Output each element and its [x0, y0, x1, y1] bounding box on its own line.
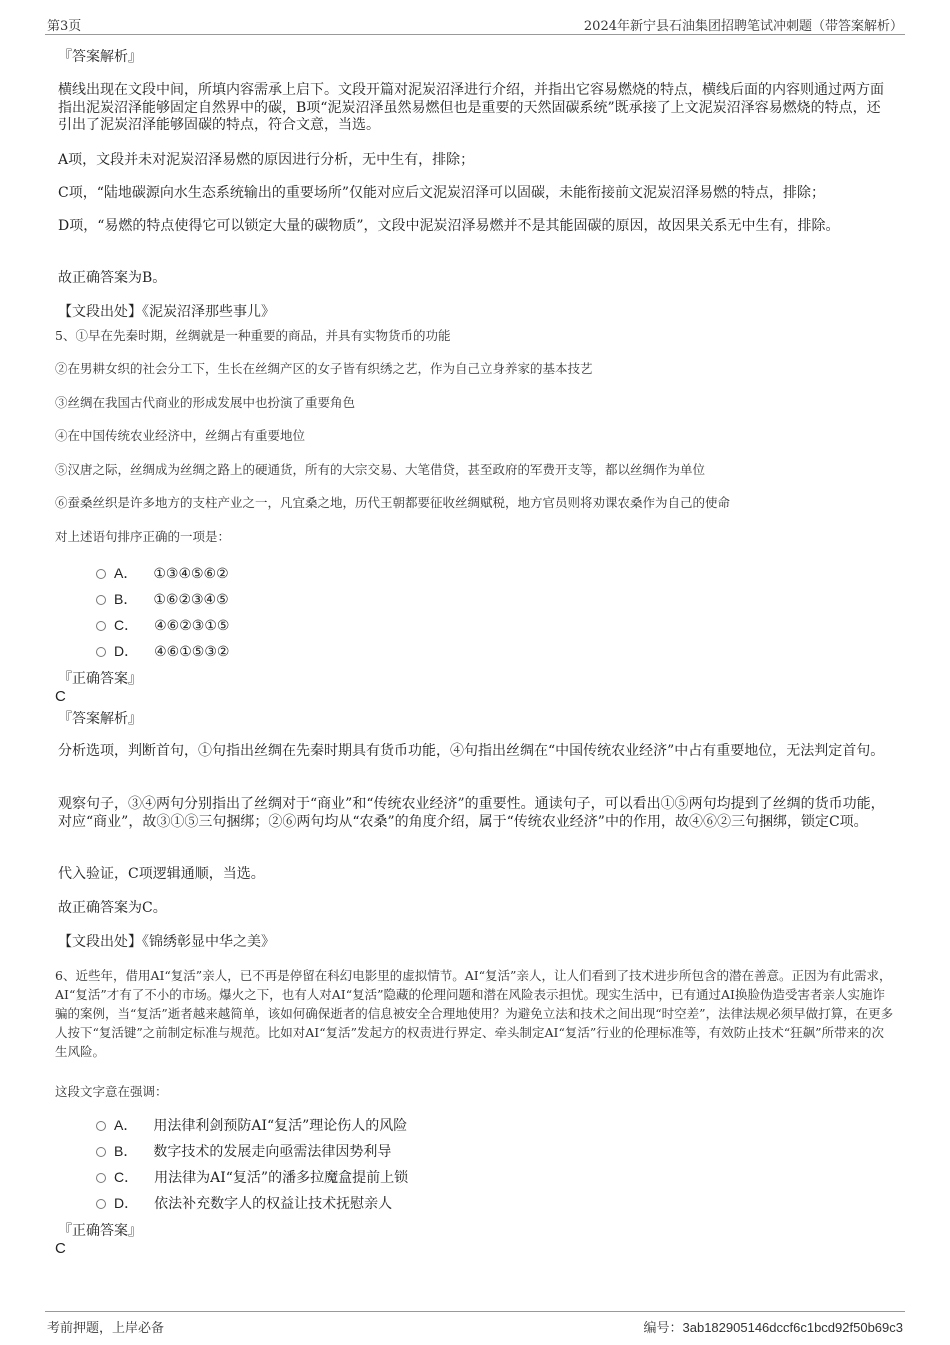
q5-analysis-p1: 分析选项，判断首句，①句指出丝绸在先秦时期具有货币功能，④句指出丝绸在“中国传统农业经济”中占有重要地位，无法判定首句。	[58, 743, 885, 759]
document-title: 2024年新宁县石油集团招聘笔试冲刺题（带答案解析）	[583, 19, 903, 34]
q5-source: 【文段出处】《锦绣彰显中华之美》	[58, 934, 275, 950]
radio-icon[interactable]	[96, 1173, 106, 1183]
q5-option-c[interactable]	[96, 614, 229, 637]
option-text: 依法补充数字人的权益让技术抚慰亲人	[154, 1196, 393, 1212]
q5-answer-line: 故正确答案为C。	[58, 900, 167, 916]
option-letter: A．	[114, 565, 138, 581]
q5-analysis-p2: 观察句子，③④两句分别指出了丝绸对于“商业”和“传统农业经济”的重要性。通读句子，可以看出①⑤两句均提到了丝绸的货币功能，对应“商业”，故③①⑤三句捆绑；②⑥两句均从“农桑”的角度介绍，属于“传统农业经济”中的作用，故④⑥②三句捆绑，锁定C项。	[58, 796, 885, 830]
radio-icon[interactable]	[96, 1199, 106, 1209]
radio-icon[interactable]	[96, 595, 106, 605]
q5-question: 对上述语句排序正确的一项是：	[55, 529, 231, 544]
footer-slogan: 考前押题，上岸必备	[47, 1321, 165, 1336]
document-code	[644, 1317, 904, 1336]
q6-question: 这段文字意在强调：	[55, 1084, 168, 1099]
page-number: 第3页	[47, 19, 82, 34]
radio-icon[interactable]	[96, 569, 106, 579]
q5-option-a[interactable]	[96, 562, 229, 585]
q4-analysis-p4: D项，“易燃的特点使得它可以锁定大量的碳物质”，文段中泥炭沼泽易燃并不是其能固碳的原因，故因果关系无中生有，排除。	[58, 218, 840, 234]
q6-stem: 6、近些年，借用AI“复活”亲人，已不再是停留在科幻电影里的虚拟情节。AI“复活”亲人，让人们看到了技术进步所包含的潜在善意。正因为有此需求，AI“复活”才有了不小的市场。爆火之下，也有人对AI“复活”隐藏的伦理问题和潜在风险表示担忧。现实生活中，已有通过AI换脸伪造受害者亲人实施诈骗的案例，当“复活”逝者越来越简单，该如何确保逝者的信息被安全合理地使用？为避免立法和技术之间出现“时空差”，法律法规必须早做打算，在更多人按下“复活键”之前制定标准与规范。比如对AI“复活”发起方的权责进行界定、牵头制定AI“复活”行业的伦理标准等，有效防止技术“狂飙”所带来的次生风险。	[55, 968, 894, 1059]
option-letter: C．	[114, 617, 139, 633]
q5-option-d[interactable]	[96, 640, 229, 663]
q5-answer-label: 『正确答案』	[58, 671, 142, 687]
radio-icon[interactable]	[96, 647, 106, 657]
page-header	[45, 12, 905, 35]
option-text: ①⑥②③④⑤	[153, 592, 229, 608]
q4-analysis-p2: A项，文段并未对泥炭沼泽易燃的原因进行分析，无中生有，排除；	[58, 152, 475, 168]
option-text: ④⑥①⑤③②	[154, 644, 230, 660]
q6-option-b[interactable]	[96, 1140, 391, 1163]
q5-stem: 5、①早在先秦时期，丝绸就是一种重要的商品，并具有实物货币的功能	[55, 328, 451, 343]
option-letter: D．	[114, 1195, 139, 1211]
radio-icon[interactable]	[96, 1121, 106, 1131]
q6-option-d[interactable]	[96, 1192, 392, 1215]
q5-sentence-2: ②在男耕女织的社会分工下，生长在丝绸产区的女子皆有织绣之艺，作为自己立身养家的基本技艺	[55, 361, 593, 376]
q5-sentence-4: ④在中国传统农业经济中，丝绸占有重要地位	[55, 428, 306, 443]
radio-icon[interactable]	[96, 621, 106, 631]
option-letter: A．	[114, 1117, 138, 1133]
q4-answer-line: 故正确答案为B。	[58, 270, 167, 286]
code-value: 3ab182905146dccf6c1bcd92f50b69c3	[682, 1320, 903, 1335]
option-letter: D．	[114, 643, 139, 659]
option-text: 用法律为AI“复活”的潘多拉魔盒提前上锁	[154, 1170, 409, 1186]
q5-sentence-3: ③丝绸在我国古代商业的形成发展中也扮演了重要角色	[55, 395, 356, 410]
option-text: 数字技术的发展走向亟需法律因势利导	[153, 1144, 392, 1160]
q5-sentence-6: ⑥蚕桑丝织是许多地方的支柱产业之一，凡宜桑之地，历代王朝都要征收丝绸赋税，地方官员则将劝课农桑作为自己的使命	[55, 495, 731, 510]
q4-analysis-p3: C项，“陆地碳源向水生态系统输出的重要场所”仅能对应后文泥炭沼泽可以固碳，未能衔接前文泥炭沼泽易燃的特点，排除；	[58, 185, 826, 201]
q6-option-a[interactable]	[96, 1114, 407, 1137]
q5-option-b[interactable]	[96, 588, 229, 611]
q4-analysis-p1: 横线出现在文段中间，所填内容需承上启下。文段开篇对泥炭沼泽进行介绍，并指出它容易燃烧的特点，横线后面的内容则通过两方面指出泥炭沼泽能够固定自然界中的碳，B项“泥炭沼泽虽然易燃但也是重要的天然固碳系统”既承接了上文泥炭沼泽容易燃烧的特点，还引出了泥炭沼泽能够固碳的特点，符合文意，当选。	[58, 82, 884, 133]
q5-sentence-5: ⑤汉唐之际，丝绸成为丝绸之路上的硬通货，所有的大宗交易、大笔借贷，甚至政府的军费开支等，都以丝绸作为单位	[55, 462, 706, 477]
q6-answer-label: 『正确答案』	[58, 1223, 142, 1239]
option-letter: C．	[114, 1169, 139, 1185]
q5-answer: C	[55, 688, 66, 705]
option-text: 用法律利剑预防AI“复活”理论伤人的风险	[153, 1118, 408, 1134]
option-letter: B．	[114, 1143, 138, 1159]
q6-answer: C	[55, 1240, 66, 1257]
radio-icon[interactable]	[96, 1147, 106, 1157]
q5-analysis-label: 『答案解析』	[58, 711, 142, 727]
code-label: 编号：	[643, 1321, 683, 1336]
q5-analysis-p3: 代入验证，C项逻辑通顺，当选。	[58, 866, 265, 882]
q4-source: 【文段出处】《泥炭沼泽那些事儿》	[58, 304, 275, 320]
q6-option-c[interactable]	[96, 1166, 408, 1189]
option-letter: B．	[114, 591, 138, 607]
page-footer	[45, 1311, 905, 1338]
option-text: ④⑥②③①⑤	[154, 618, 230, 634]
q4-analysis-label: 『答案解析』	[58, 49, 142, 65]
option-text: ①③④⑤⑥②	[153, 566, 229, 582]
